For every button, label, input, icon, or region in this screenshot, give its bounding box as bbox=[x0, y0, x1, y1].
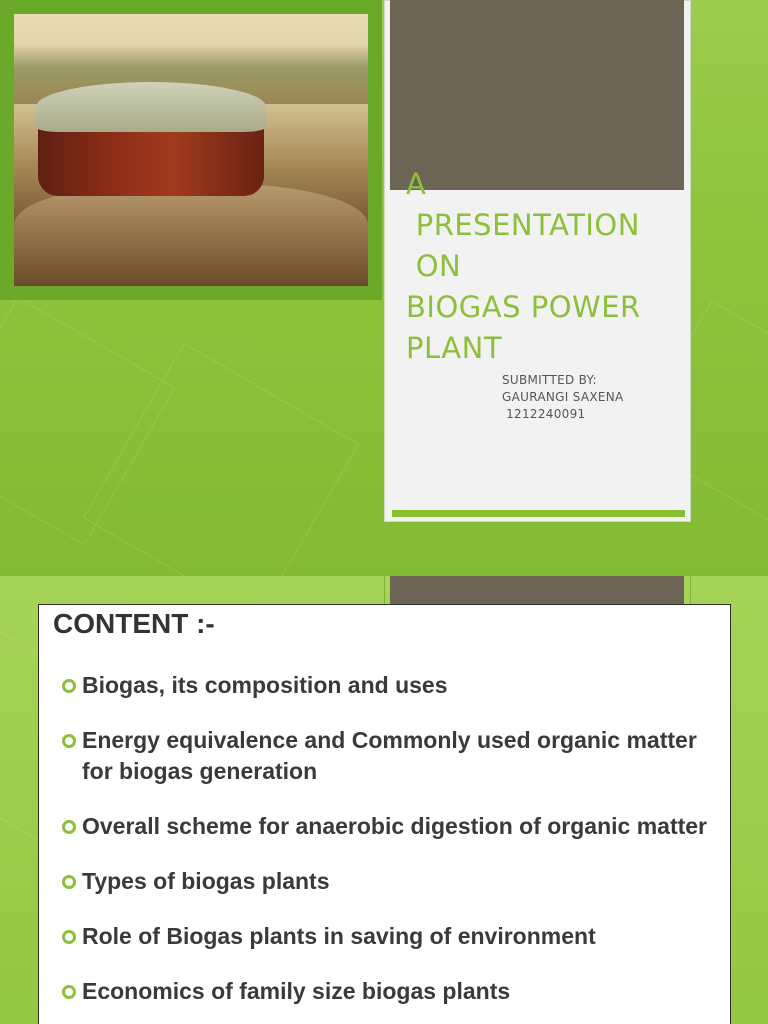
list-item bbox=[60, 725, 710, 787]
bullet-icon bbox=[62, 734, 76, 748]
submitted-label: SUBMITTED BY: bbox=[502, 373, 597, 387]
author-id: 1212240091 bbox=[502, 407, 586, 421]
content-slide bbox=[0, 576, 768, 1024]
bullet-icon bbox=[62, 930, 76, 944]
title-line: ON bbox=[406, 249, 462, 283]
list-item bbox=[60, 811, 710, 842]
content-heading: CONTENT :- bbox=[53, 608, 215, 639]
bullet-icon bbox=[62, 875, 76, 889]
list-item-text: Types of biogas plants bbox=[82, 868, 330, 894]
bullet-icon bbox=[62, 820, 76, 834]
list-item-text: Economics of family size biogas plants bbox=[82, 978, 511, 1004]
list-item-text: Energy equivalence and Commonly used organic matter for biogas generation bbox=[82, 727, 697, 784]
list-item-text: Overall scheme for anaerobic digestion of organic matter bbox=[82, 813, 708, 839]
list-item bbox=[60, 866, 710, 897]
list-item bbox=[60, 670, 710, 701]
title-line: BIOGAS POWER bbox=[406, 290, 641, 324]
title-bar bbox=[390, 0, 684, 190]
presentation-title bbox=[406, 164, 686, 369]
list-item bbox=[60, 976, 710, 1007]
photo-frame bbox=[0, 0, 382, 300]
content-list bbox=[60, 670, 710, 1024]
list-item bbox=[60, 921, 710, 952]
biogas-plant-photo bbox=[14, 14, 368, 286]
author-name: GAURANGI SAXENA bbox=[502, 390, 624, 404]
bullet-icon bbox=[62, 679, 76, 693]
title-line: PLANT bbox=[406, 331, 503, 365]
bullet-icon bbox=[62, 985, 76, 999]
list-item-text: Role of Biogas plants in saving of environment bbox=[82, 923, 596, 949]
title-line: A bbox=[406, 167, 427, 201]
photo-dome bbox=[36, 82, 266, 132]
title-line: PRESENTATION bbox=[406, 208, 640, 242]
submitted-by bbox=[502, 372, 624, 423]
list-item-text: Biogas, its composition and uses bbox=[82, 672, 448, 698]
photo-ground bbox=[14, 184, 368, 286]
panel-accent-rule bbox=[392, 510, 685, 517]
